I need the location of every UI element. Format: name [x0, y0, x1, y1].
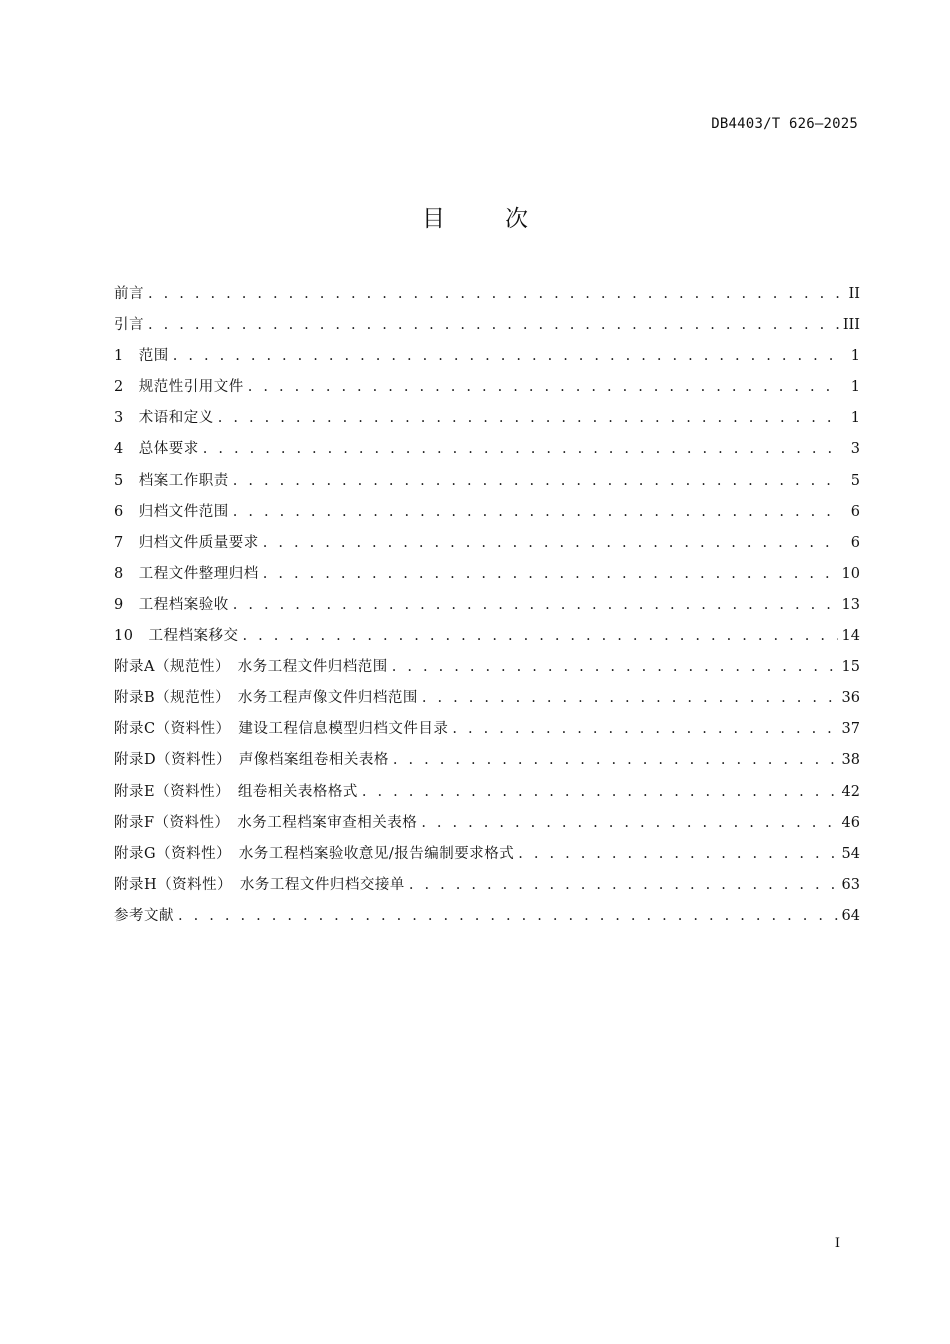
toc-entry-label: 附录E（资料性） 组卷相关表格格式	[114, 783, 358, 800]
toc-leader-dots	[178, 908, 838, 924]
toc-leader-dots	[242, 628, 837, 644]
toc-entry[interactable]	[114, 437, 860, 468]
toc-entry[interactable]	[114, 655, 860, 686]
toc-entry[interactable]	[114, 842, 860, 873]
toc-leader-dots	[203, 441, 842, 457]
toc-entry[interactable]	[114, 282, 860, 313]
toc-entry[interactable]	[114, 593, 860, 624]
toc-leader-dots	[148, 317, 839, 333]
toc-leader-dots	[218, 410, 842, 426]
toc-entry[interactable]	[114, 748, 860, 779]
toc-entry[interactable]	[114, 562, 860, 593]
toc-entry-label: 附录F（资料性） 水务工程档案审查相关表格	[114, 814, 418, 831]
toc-entry-label: 附录H（资料性） 水务工程文件归档交接单	[114, 876, 405, 893]
toc-entry-page: 42	[841, 783, 860, 800]
toc-entry[interactable]	[114, 406, 860, 437]
toc-entry-page: 54	[841, 845, 860, 862]
toc-entry-page: II	[848, 286, 860, 302]
toc-entry[interactable]	[114, 904, 860, 935]
toc-entry-page: 38	[841, 752, 860, 769]
toc-entry-label: 附录B（规范性） 水务工程声像文件归档范围	[114, 690, 418, 707]
toc-entry[interactable]	[114, 624, 860, 655]
toc-entry-label: 1 范围	[114, 348, 169, 365]
page-title	[0, 200, 950, 233]
title-char-2: 次	[505, 206, 528, 232]
toc-entry-label: 3 术语和定义	[114, 410, 214, 427]
toc-entry[interactable]	[114, 344, 860, 375]
toc-entry-label: 引言	[114, 317, 144, 334]
toc-leader-dots	[233, 504, 842, 520]
toc-entry-page: 46	[841, 814, 860, 831]
toc-leader-dots	[263, 535, 842, 551]
toc-entry-page: 14	[841, 628, 860, 645]
toc-leader-dots	[393, 752, 838, 768]
toc-leader-dots	[173, 348, 842, 364]
toc-entry-label: 9 工程档案验收	[114, 596, 229, 613]
toc-entry-label: 10 工程档案移交	[114, 628, 239, 645]
toc-entry[interactable]	[114, 686, 860, 717]
toc-entry-page: 36	[841, 690, 860, 707]
toc-entry-label: 附录G（资料性） 水务工程档案验收意见/报告编制要求格式	[114, 845, 515, 862]
toc-entry[interactable]	[114, 469, 860, 500]
toc-entry-page: 1	[850, 410, 860, 427]
toc-entry-label: 参考文献	[114, 907, 174, 924]
toc-entry-label: 2 规范性引用文件	[114, 379, 244, 396]
toc-entry-page: 5	[850, 472, 860, 489]
toc-entry[interactable]	[114, 811, 860, 842]
document-code: DB4403/T 626—2025	[711, 116, 858, 132]
toc-entry-label: 附录A（规范性） 水务工程文件归档范围	[114, 659, 388, 676]
toc-entry-label: 附录C（资料性） 建设工程信息模型归档文件目录	[114, 721, 449, 738]
toc-leader-dots	[233, 473, 842, 489]
toc-leader-dots	[452, 721, 837, 737]
toc-entry[interactable]	[114, 375, 860, 406]
toc-entry-page: 63	[841, 876, 860, 893]
toc-entry-page: III	[842, 317, 860, 334]
toc-entry[interactable]	[114, 780, 860, 811]
toc-entry[interactable]	[114, 313, 860, 344]
toc-entry-page: 13	[841, 596, 860, 613]
toc-leader-dots	[422, 690, 838, 706]
toc-entry-page: 15	[841, 659, 860, 676]
toc-entry-page: 37	[841, 721, 860, 738]
toc-entry-page: 1	[850, 379, 860, 396]
toc-leader-dots	[362, 784, 838, 800]
toc-entry[interactable]	[114, 500, 860, 531]
toc-leader-dots	[409, 877, 838, 893]
toc-entry-label: 前言	[114, 286, 144, 302]
toc-leader-dots	[392, 659, 838, 675]
toc-entry-label: 5 档案工作职责	[114, 472, 229, 489]
toc-entry-page: 6	[850, 503, 860, 520]
toc-leader-dots	[233, 597, 838, 613]
toc-entry-label: 4 总体要求	[114, 441, 199, 458]
toc-leader-dots	[148, 286, 842, 302]
toc-entry-label: 6 归档文件范围	[114, 503, 229, 520]
toc-entry[interactable]	[114, 717, 860, 748]
toc-entry-page: 64	[841, 907, 860, 924]
title-char-1: 目	[422, 206, 445, 232]
toc-entry[interactable]	[114, 873, 860, 904]
toc-entry[interactable]	[114, 531, 860, 562]
toc-entry-page: 1	[850, 348, 860, 365]
table-of-contents	[114, 282, 860, 935]
toc-entry-page: 3	[850, 441, 860, 458]
toc-entry-label: 8 工程文件整理归档	[114, 565, 259, 582]
footer-page-number: I	[834, 1236, 840, 1251]
toc-entry-page: 6	[850, 534, 860, 551]
toc-entry-page: 10	[841, 565, 860, 582]
toc-leader-dots	[421, 815, 837, 831]
toc-entry-label: 附录D（资料性） 声像档案组卷相关表格	[114, 752, 389, 769]
toc-entry-label: 7 归档文件质量要求	[114, 534, 259, 551]
toc-leader-dots	[263, 566, 838, 582]
toc-leader-dots	[518, 846, 837, 862]
toc-leader-dots	[248, 379, 842, 395]
